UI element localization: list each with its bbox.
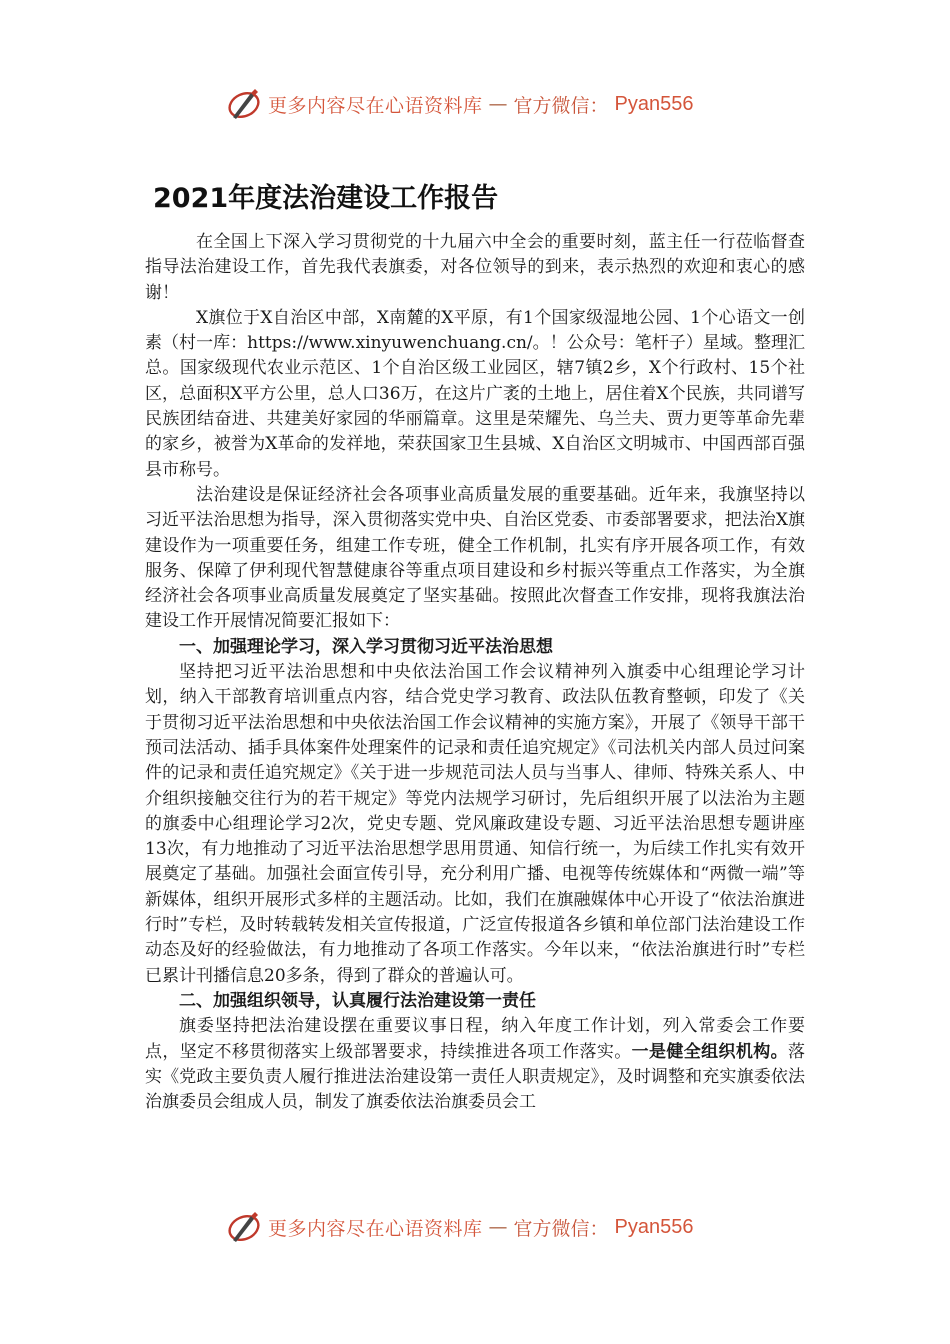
paragraph-leadership-end: 落实《党政主要负责人履行推进法治建设第一责任人职责规定》，及时调整和充实旗委依法治旗委员会组成人员，制发了旗委依法治旗委员会工	[145, 1041, 805, 1113]
paragraph-foundation: 法治建设是保证经济社会各项事业高质量发展的重要基础。近年来，我旗坚持以习近平法治思想为指导，深入贯彻落实党中央、自治区党委、市委部署要求，把法治X旗建设作为一项重要任务，组建工作专班，健全工作机制，扎实有序开展各项工作，有效服务、保障了伊利现代智慧健康谷等重点项目建设和乡村振兴等重点工作落实，为全旗经济社会各项事业高质量发展奠定了坚实基础。按照此次督查工作安排，现将我旗法治建设工作开展情况简要汇报如下：	[145, 484, 805, 632]
section-heading-2: 二、加强组织领导，认真履行法治建设第一责任	[179, 990, 536, 1011]
document-body	[145, 230, 805, 1115]
paragraph-leadership	[145, 1014, 805, 1115]
banner-text: 更多内容尽在心语资料库	[268, 1217, 483, 1240]
banner-text: 更多内容尽在心语资料库	[268, 94, 483, 117]
banner-contact-label: 官方微信：	[513, 94, 609, 117]
banner-contact-label: 官方微信：	[513, 1217, 609, 1240]
banner-wechat-id: Pyan556	[614, 92, 694, 115]
header-watermark-banner	[226, 84, 694, 124]
pen-swirl-logo-icon	[226, 86, 262, 122]
section-heading-1: 一、加强理论学习，深入学习贯彻习近平法治思想	[179, 636, 553, 657]
paragraph-opening: 在全国上下深入学习贯彻党的十九届六中全会的重要时刻，蓝主任一行莅临督查指导法治建设工作，首先我代表旗委，对各位领导的到来，表示热烈的欢迎和衷心的感谢！	[145, 232, 805, 303]
paragraph-overview: X旗位于X自治区中部，X南麓的X平原，有1个国家级湿地公园、1个心语文一创素（村一库：https://www.xinyuwenchuang.cn/。！公众号：笔杆子）星域。整理汇总。国家级现代农业示范区、1个自治区级工业园区，辖7镇2乡，X个行政村、15个社区，总面积X平方公里，总人口36万，在这片广袤的土地上，居住着X个民族，共同谱写民族团结奋进、共建美好家园的华丽篇章。这里是荣耀先、乌兰夫、贾力更等革命先辈的家乡，被誉为X革命的发祥地，荣获国家卫生县城、X自治区文明城市、中国西部百强县市称号。	[145, 307, 805, 480]
banner-wechat-id: Pyan556	[614, 1215, 694, 1238]
footer-watermark-banner	[226, 1207, 694, 1247]
paragraph-theory-study: 坚持把习近平法治思想和中央依法治国工作会议精神列入旗委中心组理论学习计划，纳入干部教育培训重点内容，结合党史学习教育、政法队伍教育整顿，印发了《关于贯彻习近平法治思想和中央依法治国工作会议精神的实施方案》，开展了《领导干部干预司法活动、插手具体案件处理案件的记录和责任追究规定》《司法机关内部人员过问案件的记录和责任追究规定》《关于进一步规范司法人员与当事人、律师、特殊关系人、中介组织接触交往行为的若干规定》等党内法规学习研讨，先后组织开展了以法治为主题的旗委中心组理论学习2次，党史专题、党风廉政建设专题、习近平法治思想专题讲座13次，有力地推动了习近平法治思想学思用贯通、知信行统一，为后续工作扎实有效开展奠定了基础。加强社会面宣传引导，充分利用广播、电视等传统媒体和“两微一端”等新媒体，组织开展形式多样的主题活动。比如，我们在旗融媒体中心开设了“依法治旗进行时”专栏，及时转载转发相关宣传报道，广泛宣传报道各乡镇和单位部门法治建设工作动态及好的经验做法，有力地推动了各项工作落实。今年以来，“依法治旗进行时”专栏已累计刊播信息20多条，得到了群众的普遍认可。	[145, 662, 805, 986]
paragraph-leadership-start: 旗委坚持把法治建设摆在重要议事日程，纳入年度工作计划，列入常委会工作要点，坚定不移贯彻落实上级部署要求，持续推进各项工作落实。	[145, 1016, 805, 1062]
paragraph-leadership-bold: 一是健全组织机构。	[631, 1041, 788, 1062]
pen-swirl-logo-icon	[226, 1209, 262, 1245]
banner-separator: —	[488, 1216, 508, 1238]
banner-separator: —	[488, 93, 508, 115]
document-title: 2021年度法治建设工作报告	[153, 183, 499, 214]
